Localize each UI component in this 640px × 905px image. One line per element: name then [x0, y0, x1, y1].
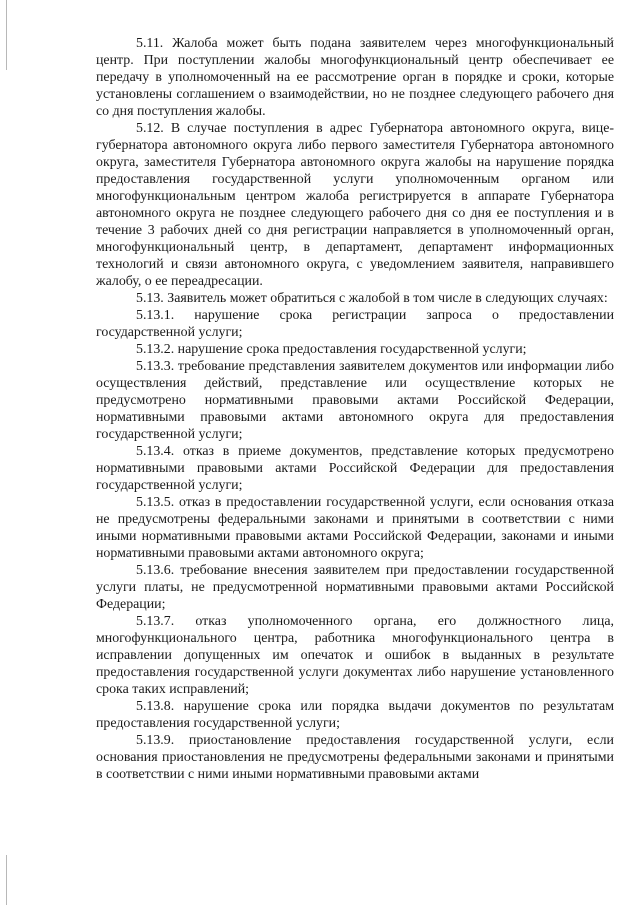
document-body: [96, 35, 614, 783]
left-margin-line-top: [6, 0, 7, 70]
paragraph-5-13-9: 5.13.9. приостановление предоставления государственной услуги, если основания приостановления не предусмотрены федеральными законами и принятыми в соответствии с ними иными нормативными правовыми актами: [96, 733, 614, 782]
paragraph-5-13-1: 5.13.1. нарушение срока регистрации запроса о предоставлении государственной услуги;: [96, 308, 614, 340]
paragraph-5-13-6: 5.13.6. требование внесения заявителем при предоставлении государственной услуги платы, не предусмотренной нормативными правовыми актами Российской Федерации;: [96, 563, 614, 612]
paragraph-5-13-5: 5.13.5. отказ в предоставлении государственной услуги, если основания отказа не предусмотрены федеральными законами и принятыми в соответствии с ними иными нормативными правовыми актами Российской Федерации, законами и иными нормативными правовыми актами автономного округа;: [96, 495, 614, 561]
left-margin-line-bottom: [6, 855, 7, 905]
paragraph-5-11: 5.11. Жалоба может быть подана заявителем через многофункциональный центр. При поступлении жалобы многофункциональный центр обеспечивает ее передачу в уполномоченный на ее рассмотрение орган в порядке и сроки, которые установлены соглашением о взаимодействии, но не позднее следующего рабочего дня со дня поступления жалобы.: [96, 36, 614, 119]
paragraph-5-13-2: 5.13.2. нарушение срока предоставления государственной услуги;: [136, 342, 527, 357]
paragraph-5-13-8: 5.13.8. нарушение срока или порядка выдачи документов по результатам предоставления государственной услуги;: [96, 699, 614, 731]
paragraph-5-12: 5.12. В случае поступления в адрес Губернатора автономного округа, вице-губернатора автономного округа либо первого заместителя Губернатора автономного округа, заместителя Губернатора автономного округа жалобы на нарушение порядка предоставления государственной услуги уполномоченным органом или многофункциональным центром жалоба регистрируется в аппарате Губернатора автономного округа не позднее следующего рабочего дня со дня ее поступления и в течение 3 рабочих дней со дня регистрации направляется в уполномоченный орган, многофункциональный центр, в департамент, департамент информационных технологий и связи автономного округа, с уведомлением заявителя, направившего жалобу, о ее переадресации.: [96, 121, 614, 289]
paragraph-5-13: 5.13. Заявитель может обратиться с жалобой в том числе в следующих случаях:: [136, 291, 608, 306]
paragraph-5-13-7: 5.13.7. отказ уполномоченного органа, его должностного лица, многофункционального центра, работника многофункционального центра в исправлении допущенных им опечаток и ошибок в выданных в результате предоставления государственной услуги документах либо нарушение установленного срока таких исправлений;: [96, 614, 614, 697]
paragraph-5-13-4: 5.13.4. отказ в приеме документов, представление которых предусмотрено нормативными правовыми актами Российской Федерации для предоставления государственной услуги;: [96, 444, 614, 493]
paragraph-5-13-3: 5.13.3. требование представления заявителем документов или информации либо осуществления действий, представление или осуществление которых не предусмотрено нормативными правовыми актами Российской Федерации, нормативными правовыми актами автономного округа для предоставления государственной услуги;: [96, 359, 614, 442]
